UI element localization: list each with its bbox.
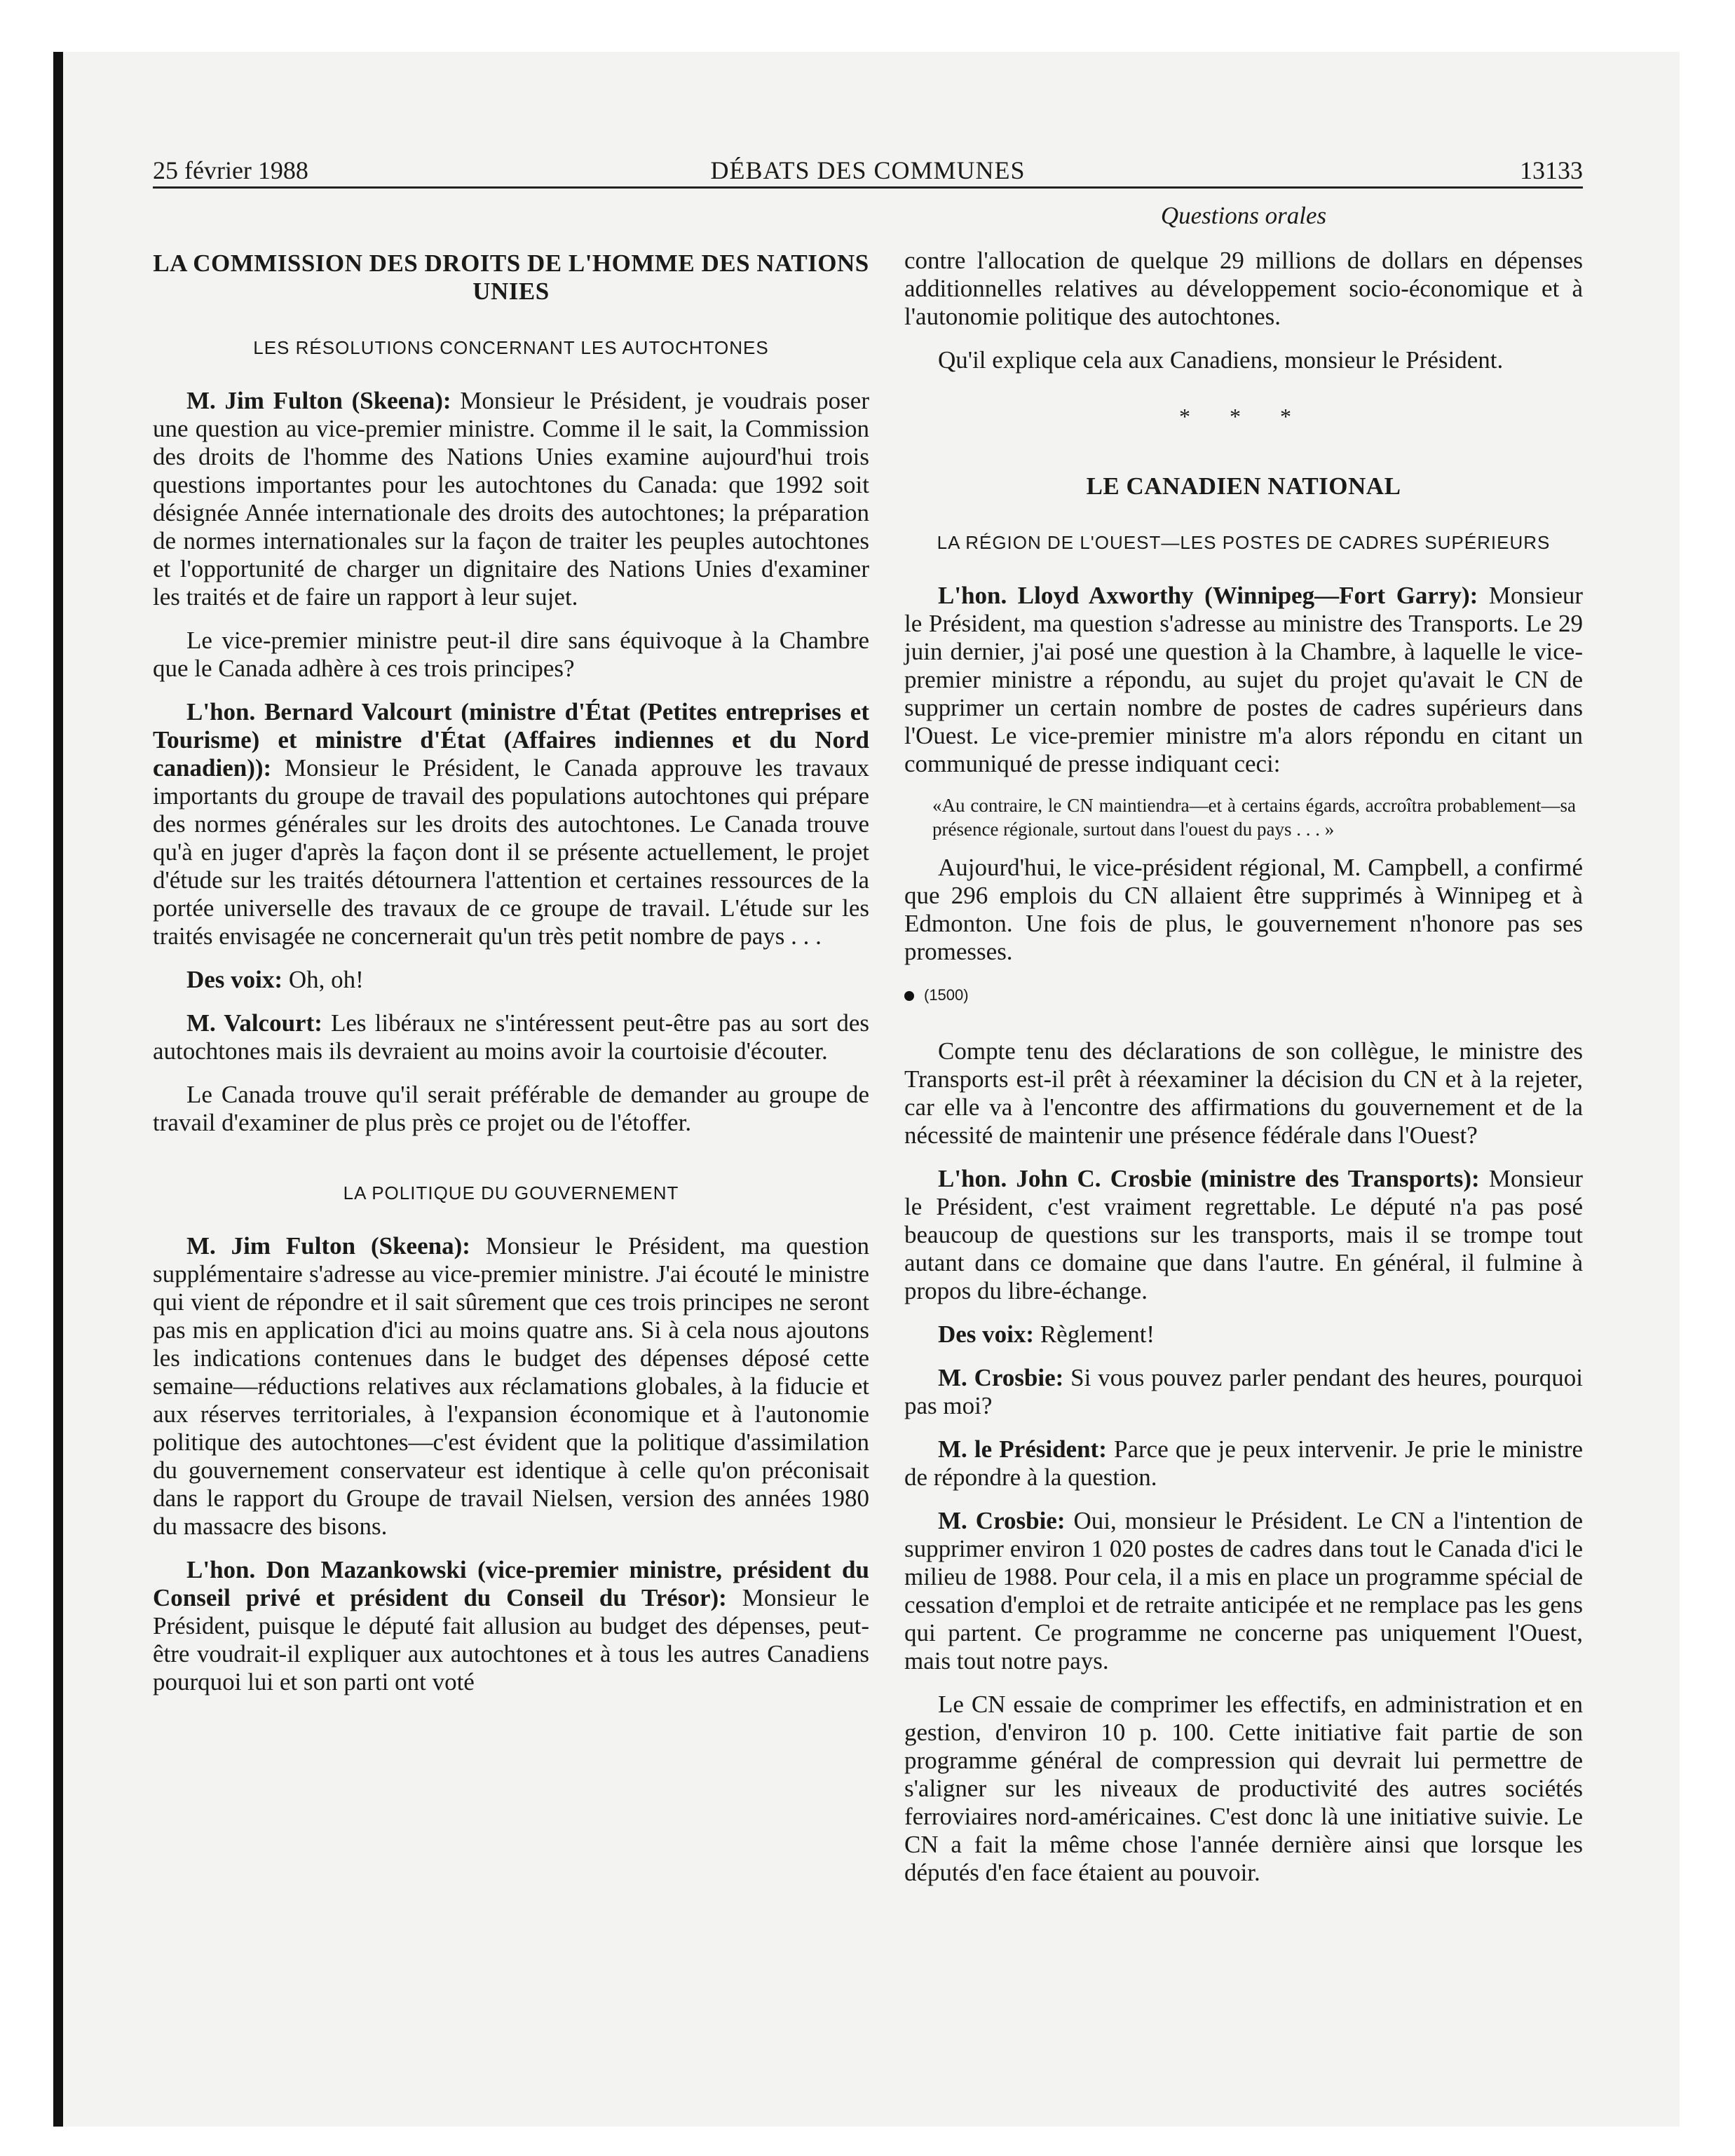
header-date: 25 février 1988 <box>153 156 308 184</box>
paragraph <box>153 627 869 683</box>
paragraph <box>153 1232 869 1541</box>
speech-text: Si vous pouvez parler pendant des heures, pourquoi pas moi? <box>904 1364 1583 1419</box>
speaker-name: M. le Président: <box>938 1435 1107 1463</box>
speech-text: Le vice-premier ministre peut-il dire sans équivoque à la Chambre que le Canada adhère à ces trois principes? <box>153 627 869 682</box>
paragraph <box>153 1081 869 1137</box>
section-separator: * * * <box>1179 404 1308 429</box>
speech-text: Monsieur le Président, ma question s'adresse au ministre des Transports. Le 29 juin dernier, j'ai posé une question à la Chambre, à laquelle le vice-premier ministre a répondu, au sujet du projet qu'avait le CN de supprimer un certain nombre de postes de cadres supérieurs dans l'Ouest. Le vice-premier ministre m'a alors répondu en citant un communiqué de presse indiquant ceci: <box>904 582 1584 777</box>
speech-text: Monsieur le Président, c'est vraiment regrettable. Le député n'a pas posé beaucoup de questions sur les transports, mais il se trompe tout autant dans ce domaine que dans l'autre. En général, il fulmine à propos du libre-échange. <box>904 1165 1584 1304</box>
paragraph <box>153 387 869 611</box>
speaker-name: M. Jim Fulton (Skeena): <box>186 1232 470 1260</box>
speaker-name: Des voix: <box>938 1321 1035 1348</box>
speech-text: Monsieur le Président, puisque le député fait allusion au budget des dépenses, peut-être voudrait-il expliquer aux autochtones et à tous les autres Canadiens pourquoi lui et son parti ont voté <box>153 1584 869 1696</box>
speaker-name: M. Crosbie: <box>938 1507 1066 1534</box>
speech-text: Les libéraux ne s'intéressent peut-être pas au sort des autochtones mais ils devraient au moins avoir la courtoisie d'écouter. <box>153 1009 869 1065</box>
speech-text: Règlement! <box>1034 1321 1155 1348</box>
paragraph <box>153 1556 869 1696</box>
speaker-name: L'hon. Lloyd Axworthy (Winnipeg—Fort Garry): <box>938 582 1478 609</box>
speech-text: Monsieur le Président, ma question supplémentaire s'adresse au vice-premier ministre. J'ai écouté le ministre qui vient de répondre et il sait sûrement que ces trois principes ne seront pas mis en application d'ici au moins quatre ans. Si à cela nous ajoutons les indications contenues dans le budget des dépenses déposé cette semaine—réductions relatives aux réclamations globales, à la fiducie et aux réserves territoriales, à l'expansion économique et à l'autonomie politique des autochtones—c'est évident que la politique d'assimilation du gouvernement conservateur est identique à celle qu'on préconisait dans le rapport du Groupe de travail Nielsen, version des années 1980 du massacre des bisons. <box>153 1232 869 1540</box>
speaker-name: L'hon. Don Mazankowski (vice-premier ministre, président du Conseil privé et président du Conseil du Trésor): <box>153 1556 869 1611</box>
timestamp <box>904 981 1583 1009</box>
page-header <box>153 150 1583 189</box>
binding-edge <box>53 52 63 2127</box>
speech-text: Monsieur le Président, je voudrais poser une question au vice-premier ministre. Comme il le sait, la Commission des droits de l'homme des Nations Unies examine aujourd'hui trois questions importantes pour les autochtones du Canada: que 1992 soit désignée Année internationale des droits des autochtones; la préparation de normes internationales sur la façon de traiter les peuples autochtones et l'opportunité de charger un dignitaire des Nations Unies d'examiner les traités et de faire un rapport à leur sujet. <box>153 387 869 610</box>
speaker-name: M. Crosbie: <box>938 1364 1064 1391</box>
left-column <box>153 250 869 1712</box>
speaker-name: M. Valcourt: <box>186 1009 322 1037</box>
paragraph <box>904 582 1583 778</box>
paragraph <box>904 1507 1583 1675</box>
subheading: LES RÉSOLUTIONS CONCERNANT LES AUTOCHTONES <box>253 337 769 358</box>
speech-text: Monsieur le Président, le Canada approuve les travaux importants du groupe de travail des populations autochtones qui prépare des normes générales sur les droits des autochtones. Le Canada trouve qu'à en juger d'après la façon dont il se présente actuellement, le projet d'étude sur les traités détournera l'attention et certaines ressources de la portée universelle des travaux de ce groupe de travail. L'étude sur les traités envisagée ne concernerait qu'un très petit nombre de pays . . . <box>153 754 869 950</box>
speech-text: Le Canada trouve qu'il serait préférable de demander au groupe de travail d'examiner de plus près ce projet ou de l'étoffer. <box>153 1081 869 1136</box>
speaker-name: Des voix: <box>186 966 283 993</box>
paragraph <box>904 1364 1583 1420</box>
bullet-icon <box>904 991 914 1001</box>
speech-text: contre l'allocation de quelque 29 millions de dollars en dépenses additionnelles relatives au développement socio-économique et à l'autonomie politique des autochtones. <box>904 247 1583 330</box>
speech-text: Oui, monsieur le Président. Le CN a l'intention de supprimer environ 1 020 postes de cadres dans tout le Canada d'ici le milieu de 1988. Pour cela, il a mis en place un programme spécial de cessation d'emploi et de retraite anticipée et ne remplace pas les gens qui partent. Ce programme ne concerne pas uniquement l'Ouest, mais tout notre pays. <box>904 1507 1583 1674</box>
speaker-name: L'hon. Bernard Valcourt (ministre d'État (Petites entreprises et Tourisme) et ministre d'État (Affaires indiennes et du Nord canadien)): <box>153 698 869 782</box>
speech-text: Oh, oh! <box>283 966 364 993</box>
subheading: LA POLITIQUE DU GOUVERNEMENT <box>343 1182 679 1203</box>
speech-text: Compte tenu des déclarations de son collègue, le ministre des Transports est-il prêt à réexaminer la décision du CN et à la rejeter, car elle va à l'encontre des affirmations du gouvernement et de la nécessité de maintenir une présence fédérale dans l'Ouest? <box>904 1037 1583 1149</box>
section-heading: LA COMMISSION DES DROITS DE L'HOMME DES NATIONS UNIES <box>153 250 869 305</box>
running-head: Questions orales <box>1160 202 1327 229</box>
header-title: DÉBATS DES COMMUNES <box>710 156 1026 184</box>
header-rule <box>153 186 1583 189</box>
paragraph <box>153 1009 869 1065</box>
press-release-quote: «Au contraire, le CN maintiendra—et à certains égards, accroîtra probablement—sa présence régionale, surtout dans l'ouest du pays . . . » <box>932 795 1576 840</box>
speech-text: Qu'il explique cela aux Canadiens, monsieur le Président. <box>938 346 1504 374</box>
right-column <box>904 247 1583 1902</box>
paragraph <box>153 966 869 994</box>
section-heading: LE CANADIEN NATIONAL <box>1086 472 1401 500</box>
speech-text: Le CN essaie de comprimer les effectifs, en administration et en gestion, d'environ 10 p. 100. Cette initiative fait partie de son programme général de compression qui devrait lui permettre de s'aligner sur les niveaux de productivité des autres sociétés ferroviaires nord-américaines. C'est donc là une initiative suivie. Le CN a fait la même chose l'année dernière ainsi que lorsque les députés d'en face étaient au pouvoir. <box>904 1691 1583 1886</box>
paragraph <box>153 698 869 950</box>
subheading: LA RÉGION DE L'OUEST—LES POSTES DE CADRES SUPÉRIEURS <box>937 532 1551 553</box>
paragraph <box>904 346 1583 374</box>
paragraph <box>904 1321 1583 1349</box>
speech-text: Aujourd'hui, le vice-président régional, M. Campbell, a confirmé que 296 emplois du CN allaient être supprimés à Winnipeg et à Edmonton. Une fois de plus, le gouvernement n'honore pas ses promesses. <box>904 854 1583 965</box>
speech-text: Parce que je peux intervenir. Je prie le ministre de répondre à la question. <box>904 1435 1583 1491</box>
paragraph <box>904 1691 1583 1887</box>
paragraph <box>904 1165 1583 1305</box>
paragraph <box>904 854 1583 966</box>
page-number: 13133 <box>1520 156 1583 184</box>
paragraph <box>904 1037 1583 1149</box>
speaker-name: M. Jim Fulton (Skeena): <box>186 387 451 414</box>
timestamp-text: (1500) <box>924 986 969 1004</box>
paragraph <box>904 1435 1583 1492</box>
paragraph <box>904 247 1583 331</box>
speaker-name: L'hon. John C. Crosbie (ministre des Transports): <box>938 1165 1480 1192</box>
